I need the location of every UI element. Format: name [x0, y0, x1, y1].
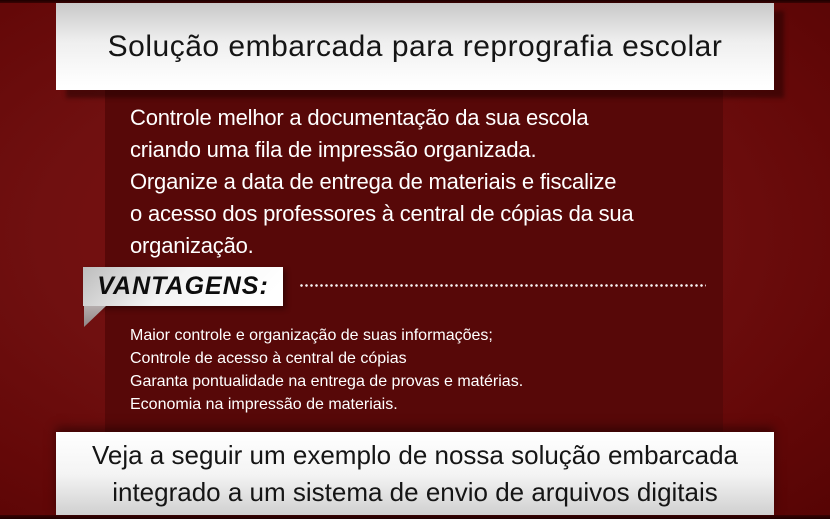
advantage-item: Maior controle e organização de suas informações;: [130, 327, 493, 344]
paragraph-line: o acesso dos professores à central de cópias da sua: [130, 201, 634, 226]
vantagens-label: VANTAGENS:: [97, 272, 269, 300]
advantage-item: Economia na impressão de materiais.: [130, 396, 398, 413]
bottom-banner-line: integrado a um sistema de envio de arquivos digitais: [112, 477, 718, 507]
top-edge-strip: [0, 0, 830, 3]
vantagens-label-box: [83, 267, 283, 306]
slide-title: Solução embarcada para reprografia escolar: [107, 29, 723, 63]
vantagens-speech-tail: [84, 306, 106, 327]
intro-paragraph: [130, 102, 633, 262]
paragraph-line: criando uma fila de impressão organizada.: [130, 137, 537, 162]
paragraph-line: Controle melhor a documentação da sua escola: [130, 105, 589, 130]
content-panel: [105, 86, 723, 432]
advantages-list: [130, 324, 523, 416]
top-banner: [56, 3, 774, 90]
paragraph-line: Organize a data de entrega de materiais e fiscalize: [130, 169, 617, 194]
bottom-edge-strip: [0, 515, 830, 519]
advantage-item: Controle de acesso à central de cópias: [130, 350, 407, 367]
dotted-separator: [300, 284, 706, 287]
bottom-banner: [56, 432, 774, 516]
advantage-item: Garanta pontualidade na entrega de provas e matérias.: [130, 373, 524, 390]
paragraph-line: organização.: [130, 233, 254, 258]
bottom-banner-line: Veja a seguir um exemplo de nossa solução embarcada: [91, 440, 739, 470]
